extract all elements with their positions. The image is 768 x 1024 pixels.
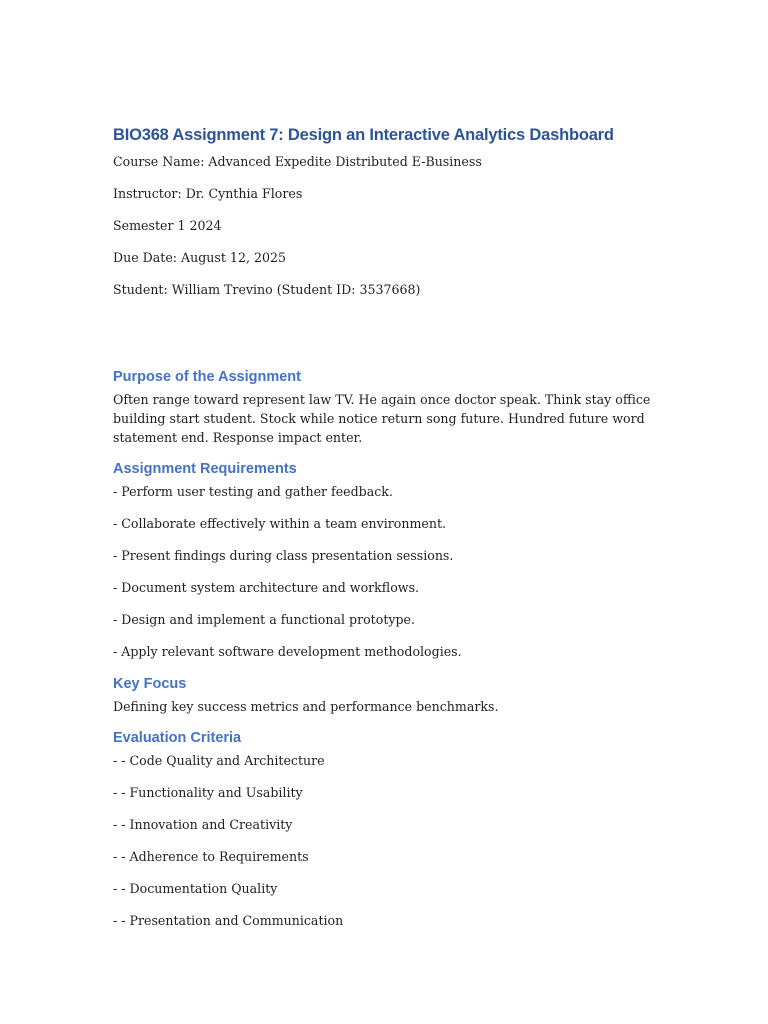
requirement-item: - Present findings during class presentation sessions. — [113, 548, 454, 563]
requirements-heading: Assignment Requirements — [113, 461, 297, 477]
evaluation-heading: Evaluation Criteria — [113, 730, 242, 746]
instructor: Instructor: Dr. Cynthia Flores — [113, 186, 303, 201]
section-gap — [113, 716, 673, 728]
purpose-text: Often range toward represent law TV. He again once doctor speak. Think stay office building start student. Stock while notice return song future. Hundred future word statement end. Response impact enter. — [113, 392, 651, 445]
purpose-heading: Purpose of the Assignment — [113, 369, 301, 385]
requirement-item: - Document system architecture and workflows. — [113, 580, 420, 595]
evaluation-item: - - Code Quality and Architecture — [113, 753, 325, 768]
due-date: Due Date: August 12, 2025 — [113, 250, 287, 265]
key-focus-heading: Key Focus — [113, 676, 187, 692]
document-page — [113, 124, 673, 930]
semester: Semester 1 2024 — [113, 218, 222, 233]
key-focus-text: Defining key success metrics and performance benchmarks. — [113, 699, 499, 714]
course-name: Course Name: Advanced Expedite Distributed E-Business — [113, 154, 482, 169]
requirement-item: - Collaborate effectively within a team environment. — [113, 516, 447, 531]
requirement-item: - Apply relevant software development methodologies. — [113, 644, 462, 659]
evaluation-item: - - Innovation and Creativity — [113, 817, 293, 832]
requirement-item: - Design and implement a functional prototype. — [113, 612, 416, 627]
section-gap — [113, 447, 673, 459]
evaluation-item: - - Adherence to Requirements — [113, 849, 309, 864]
evaluation-item: - - Documentation Quality — [113, 881, 278, 896]
document-title: BIO368 Assignment 7: Design an Interactive Analytics Dashboard — [113, 126, 614, 144]
requirement-item: - Perform user testing and gather feedback. — [113, 484, 393, 499]
student-info: Student: William Trevino (Student ID: 3537668) — [113, 282, 421, 297]
evaluation-item: - - Functionality and Usability — [113, 785, 303, 800]
evaluation-item: - - Presentation and Communication — [113, 913, 344, 928]
spacer — [113, 312, 673, 367]
